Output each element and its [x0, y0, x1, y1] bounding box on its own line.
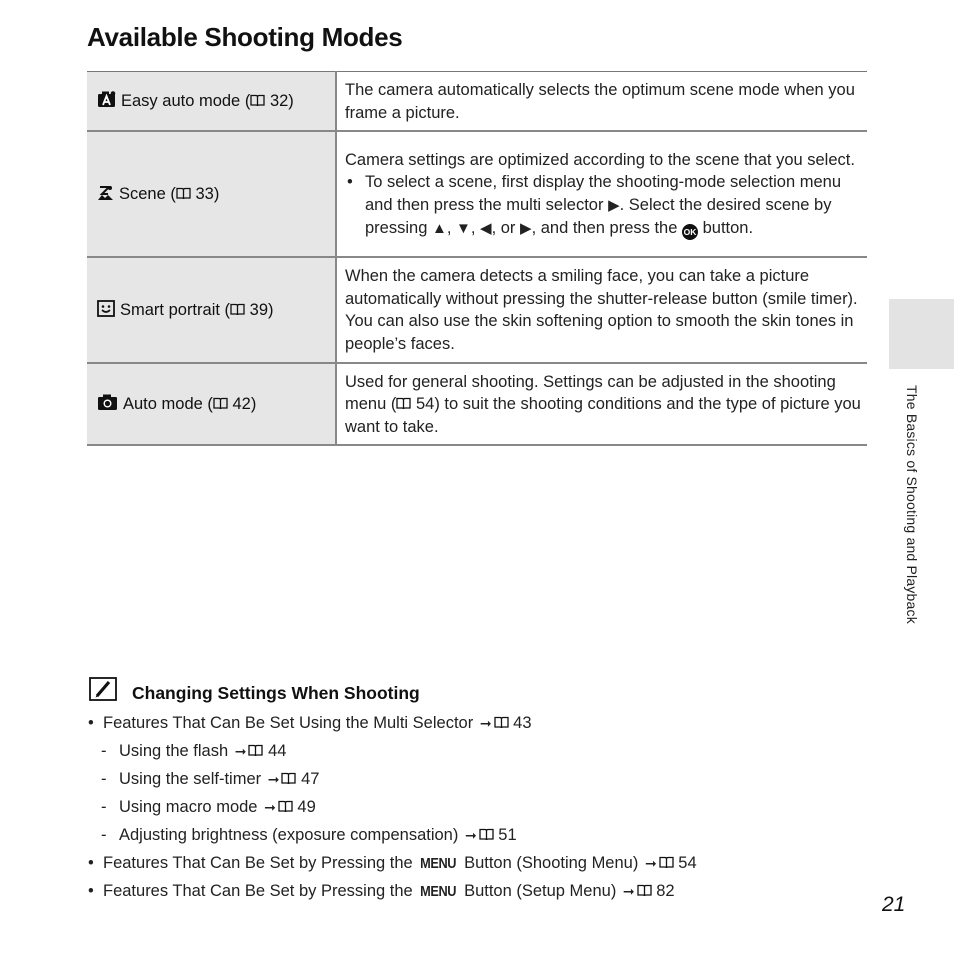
list-item: [87, 880, 847, 908]
description-text: Used for general shooting. Settings can be adjusted in the shooting menu (: [345, 372, 836, 414]
note-text: Features That Can Be Set Using the Multi Selector: [103, 714, 474, 732]
pencil-note-icon: [89, 677, 117, 701]
table-row: [87, 131, 867, 257]
menu-button-icon: MENU: [420, 883, 457, 900]
mode-description: Camera settings are optimized according to the scene that you select.: [345, 150, 855, 169]
chapter-tab: [889, 299, 954, 369]
smart-portrait-icon: [97, 300, 115, 317]
book-icon: [659, 856, 674, 869]
table-row: [87, 257, 867, 362]
list-item: [87, 796, 847, 824]
arrow-icon: ➞: [644, 855, 657, 871]
page-ref: 44: [268, 742, 287, 760]
list-item: [87, 824, 847, 852]
list-item: [87, 852, 847, 880]
page-ref: 54: [678, 854, 697, 872]
instruction-text: To select a scene, first display the shooting-mode selection menu and then press the multi selector: [365, 173, 842, 214]
mode-name-cell: Easy auto mode ( 32): [87, 72, 336, 132]
scene-icon: [97, 184, 114, 201]
table-row: [87, 72, 867, 132]
description-text: ) to suit the shooting conditions and the type of picture you want to take.: [345, 395, 861, 436]
up-arrow-icon: ▲: [431, 220, 447, 238]
mode-name-cell: Auto mode ( 42): [87, 363, 336, 446]
mode-description-cell: [336, 363, 867, 446]
page-ref: 42: [232, 394, 251, 413]
mode-description: [345, 371, 861, 439]
book-icon: [479, 828, 494, 841]
mode-description-cell: [336, 72, 867, 132]
table-row: [87, 363, 867, 446]
arrow-icon: ➞: [264, 799, 276, 815]
page-ref: 33: [195, 184, 214, 203]
arrow-icon: ➞: [464, 827, 477, 843]
list-item: [87, 712, 847, 740]
shooting-modes-table: [87, 71, 867, 446]
note-text: Features That Can Be Set by Pressing the: [103, 882, 413, 900]
instruction-text: button.: [702, 219, 754, 238]
arrow-icon: ➞: [622, 883, 635, 899]
page-title: Available Shooting Modes: [87, 22, 403, 52]
menu-button-icon: MENU: [420, 855, 457, 872]
easy-auto-icon: [97, 91, 116, 108]
list-item: [87, 768, 847, 796]
book-icon: [281, 772, 296, 785]
note-text: Using the self-timer: [119, 770, 262, 788]
mode-description-cell: [336, 257, 867, 362]
book-icon: [637, 884, 652, 897]
ok-button-icon: OK: [682, 224, 698, 240]
arrow-icon: ➞: [267, 771, 280, 787]
mode-description: When the camera detects a smiling face, you can take a picture automatically without pressing the shutter-release button (smile timer). You can also use the skin softening option to smooth the skin tones in people’s faces.: [345, 267, 858, 353]
mode-name-cell: Smart portrait ( 39): [87, 257, 336, 362]
mode-label: Smart portrait: [120, 300, 220, 319]
page-ref: 32: [269, 91, 289, 110]
page-ref: 82: [656, 882, 675, 900]
book-icon: [494, 716, 509, 729]
arrow-icon: ➞: [234, 743, 247, 759]
arrow-icon: ➞: [479, 715, 492, 731]
right-arrow-icon: ▶: [520, 220, 532, 238]
note-list: [87, 712, 847, 908]
mode-label: Scene: [119, 184, 166, 203]
page-ref: 54: [415, 395, 435, 414]
book-icon: [250, 94, 265, 107]
note-text: Button (Shooting Menu): [464, 854, 639, 872]
right-arrow-icon: ▶: [608, 196, 620, 214]
instruction-text: . Select the desired scene by pressing: [365, 195, 832, 238]
mode-description: The camera automatically selects the optimum scene mode when you frame a picture.: [345, 81, 855, 122]
down-arrow-icon: ▼: [456, 220, 471, 238]
list-item: [87, 740, 847, 768]
book-icon: [230, 303, 245, 316]
left-arrow-icon: ◀: [480, 220, 492, 238]
instruction-list: [345, 171, 861, 241]
auto-mode-icon: [97, 394, 118, 411]
note-text: Button (Setup Menu): [464, 882, 617, 900]
list-item: • To select a scene, first display the shooting-mode selection menu and then press the multi selector ▶. Select the desired scene by pressing ▲, ▼, ◀, or ▶, and then press the OK button.: [365, 171, 861, 241]
instruction-text: , and then press the: [531, 219, 678, 238]
mode-label: Auto mode: [123, 394, 203, 413]
book-icon: [176, 187, 191, 200]
note-text: Using the flash: [119, 742, 229, 760]
page-number: 21: [882, 893, 906, 916]
mode-name-cell: Scene ( 33): [87, 131, 336, 257]
mode-description-cell: [336, 131, 867, 257]
page-ref: 43: [513, 714, 532, 732]
page-ref: 51: [498, 826, 517, 844]
page-ref: 47: [301, 770, 320, 788]
page-ref: 49: [297, 798, 316, 816]
page-ref: 39: [249, 300, 268, 319]
note-text: Adjusting brightness (exposure compensation): [119, 826, 459, 844]
instruction-text: , or: [491, 219, 516, 238]
book-icon: [396, 397, 411, 410]
book-icon: [278, 800, 293, 813]
chapter-label: The Basics of Shooting and Playback: [904, 385, 920, 624]
mode-label: Easy auto mode: [121, 91, 241, 110]
book-icon: [248, 744, 263, 757]
note-text: Using macro mode: [119, 798, 258, 816]
note-title: Changing Settings When Shooting: [132, 683, 420, 703]
book-icon: [213, 397, 228, 410]
note-text: Features That Can Be Set by Pressing the: [103, 854, 413, 872]
